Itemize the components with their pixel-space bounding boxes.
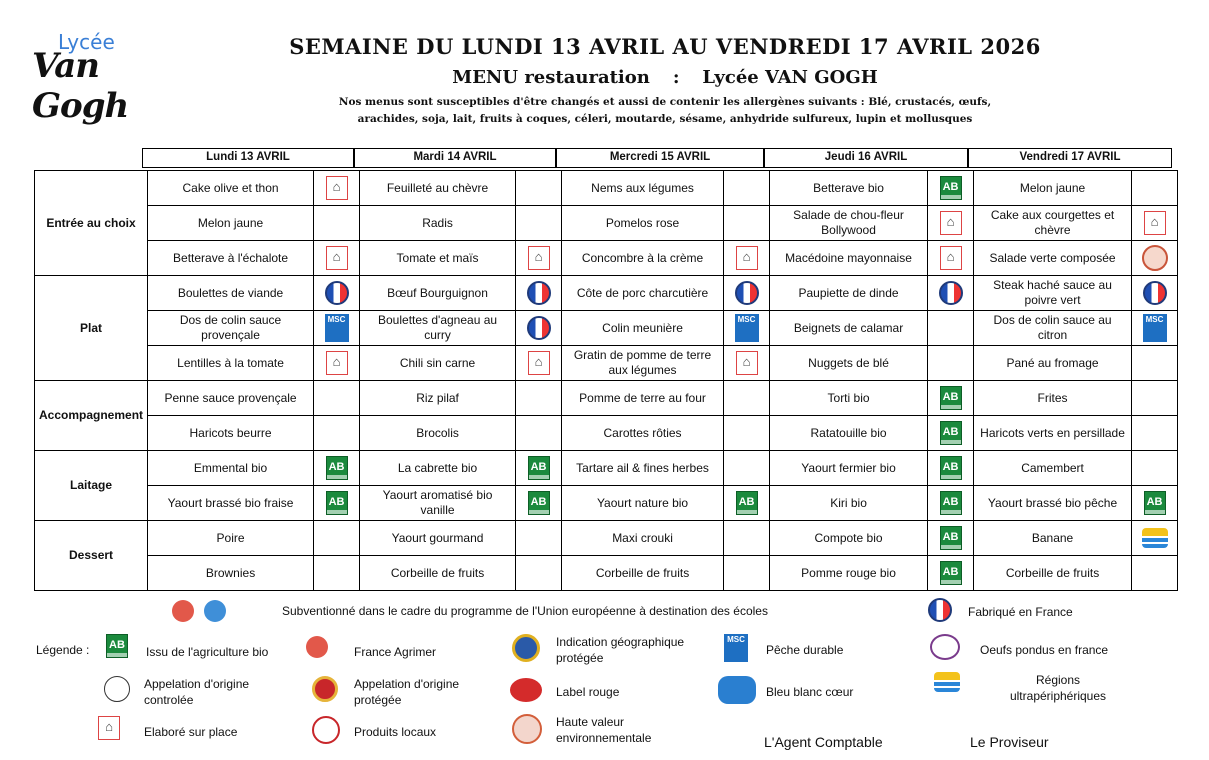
- dish-wednesday: Yaourt nature bio: [562, 486, 724, 521]
- category-plat: Plat: [35, 276, 148, 381]
- dish-monday: Yaourt brassé bio fraise: [148, 486, 314, 521]
- homemade-icon: ⌂: [736, 246, 758, 270]
- ultraperipheral-regions-icon: [934, 672, 960, 692]
- dish-thursday: Torti bio: [770, 381, 928, 416]
- dish-monday: Brownies: [148, 556, 314, 591]
- legend-fabrique-label: Fabriqué en France: [968, 605, 1073, 619]
- dish-thursday: Kiri bio: [770, 486, 928, 521]
- dish-wednesday: Côte de porc charcutière: [562, 276, 724, 311]
- dish-friday: Steak haché sauce au poivre vert: [974, 276, 1132, 311]
- dish-monday: Melon jaune: [148, 206, 314, 241]
- logo-van-gogh-text: Van Gogh: [32, 46, 129, 126]
- label-rouge-icon: [510, 678, 542, 702]
- dish-thursday: Pomme rouge bio: [770, 556, 928, 591]
- dish-wednesday: Gratin de pomme de terre aux légumes: [562, 346, 724, 381]
- menu-row: [35, 241, 1178, 276]
- homemade-icon: ⌂: [940, 246, 962, 270]
- red-label-icon: [1142, 245, 1168, 271]
- dish-thursday: Yaourt fermier bio: [770, 451, 928, 486]
- menu-row: [35, 521, 1178, 556]
- legend-bio: [106, 634, 269, 659]
- label-cell-monday: [314, 206, 360, 241]
- day-header-thursday: Jeudi 16 AVRIL: [764, 148, 968, 168]
- dish-tuesday: Radis: [360, 206, 516, 241]
- dish-wednesday: Colin meunière: [562, 311, 724, 346]
- logo-lycee-text: Lycée: [58, 30, 115, 54]
- label-cell-monday: [314, 276, 360, 311]
- label-cell-wednesday: [724, 416, 770, 451]
- dish-thursday: Paupiette de dinde: [770, 276, 928, 311]
- menu-subtitle: [200, 67, 1130, 88]
- label-cell-thursday: [928, 521, 974, 556]
- dish-friday: Frites: [974, 381, 1132, 416]
- dish-monday: Cake olive et thon: [148, 171, 314, 206]
- local-products-icon: [312, 716, 340, 744]
- menu-table: [34, 170, 1178, 591]
- label-cell-thursday: [928, 486, 974, 521]
- dish-friday: Dos de colin sauce au citron: [974, 311, 1132, 346]
- dish-friday: Banane: [974, 521, 1132, 556]
- label-cell-friday: [1132, 276, 1178, 311]
- label-cell-tuesday: [516, 241, 562, 276]
- menu-row: [35, 486, 1178, 521]
- label-cell-tuesday: [516, 276, 562, 311]
- label-cell-friday: [1132, 206, 1178, 241]
- subtitle-left: MENU restauration: [452, 67, 650, 88]
- dish-monday: Haricots beurre: [148, 416, 314, 451]
- day-header-monday: Lundi 13 AVRIL: [142, 148, 354, 168]
- french-flag-icon: [527, 316, 551, 340]
- legend-label-rouge: [510, 678, 620, 702]
- label-cell-thursday: [928, 311, 974, 346]
- label-cell-friday: [1132, 486, 1178, 521]
- ab-bio-icon: AB: [940, 526, 962, 550]
- signature-agent-comptable: L'Agent Comptable: [764, 734, 883, 750]
- label-cell-tuesday: [516, 381, 562, 416]
- label-cell-thursday: [928, 381, 974, 416]
- french-flag-icon: [735, 281, 759, 305]
- label-cell-monday: [314, 486, 360, 521]
- ab-bio-icon: AB: [528, 491, 550, 515]
- label-cell-tuesday: [516, 416, 562, 451]
- legend-igp: [512, 634, 685, 665]
- label-cell-friday: [1132, 451, 1178, 486]
- legend-aoc-label: Appelation d'origine controlée: [144, 677, 250, 707]
- bleu-blanc-coeur-icon: [718, 676, 756, 704]
- dish-tuesday: Feuilleté au chèvre: [360, 171, 516, 206]
- french-flag-icon: [939, 281, 963, 305]
- menu-row: [35, 556, 1178, 591]
- homemade-icon: ⌂: [528, 246, 550, 270]
- dish-wednesday: Concombre à la crème: [562, 241, 724, 276]
- dish-monday: Dos de colin sauce provençale: [148, 311, 314, 346]
- msc-fish-icon: MSC: [735, 314, 759, 342]
- label-cell-friday: [1132, 381, 1178, 416]
- dish-wednesday: Corbeille de fruits: [562, 556, 724, 591]
- legend-locaux-label: Produits locaux: [354, 725, 437, 739]
- label-cell-monday: [314, 556, 360, 591]
- aoc-icon: [104, 676, 130, 702]
- label-cell-wednesday: [724, 346, 770, 381]
- ultraperipheral-regions-icon: [1142, 528, 1168, 548]
- dish-wednesday: Carottes rôties: [562, 416, 724, 451]
- dish-friday: Corbeille de fruits: [974, 556, 1132, 591]
- legend-bbc: [718, 676, 854, 704]
- french-flag-icon: [325, 281, 349, 305]
- igp-seal-icon: [512, 634, 540, 662]
- category-accompagnement: Accompagnement: [35, 381, 148, 451]
- label-cell-friday: [1132, 346, 1178, 381]
- msc-fish-icon: MSC: [1143, 314, 1167, 342]
- dish-thursday: Compote bio: [770, 521, 928, 556]
- label-cell-tuesday: [516, 521, 562, 556]
- dish-friday: Haricots verts en persillade: [974, 416, 1132, 451]
- homemade-icon: ⌂: [326, 246, 348, 270]
- label-cell-monday: [314, 521, 360, 556]
- dish-friday: Camembert: [974, 451, 1132, 486]
- label-cell-wednesday: [724, 311, 770, 346]
- dish-tuesday: Tomate et maïs: [360, 241, 516, 276]
- label-cell-friday: [1132, 241, 1178, 276]
- france-agrimer-icon: [306, 636, 328, 658]
- label-cell-thursday: [928, 241, 974, 276]
- label-cell-monday: [314, 171, 360, 206]
- label-cell-wednesday: [724, 276, 770, 311]
- label-cell-monday: [314, 416, 360, 451]
- legend-igp-label: Indication géographique protégée: [556, 635, 685, 665]
- day-header-wednesday: Mercredi 15 AVRIL: [556, 148, 764, 168]
- legend-aoc: [104, 676, 250, 707]
- day-header-friday: Vendredi 17 AVRIL: [968, 148, 1172, 168]
- legend-aop-label: Appelation d'origine protégée: [354, 677, 460, 707]
- label-cell-wednesday: [724, 556, 770, 591]
- legend-label-rouge-label: Label rouge: [556, 685, 620, 699]
- dish-thursday: Nuggets de blé: [770, 346, 928, 381]
- dish-tuesday: Chili sin carne: [360, 346, 516, 381]
- msc-fish-icon: MSC: [325, 314, 349, 342]
- dish-thursday: Macédoine mayonnaise: [770, 241, 928, 276]
- legend-oeufs-label: Oeufs pondus en france: [980, 643, 1109, 657]
- dish-tuesday: Brocolis: [360, 416, 516, 451]
- dish-thursday: Betterave bio: [770, 171, 928, 206]
- subtitle-separator: :: [672, 67, 680, 88]
- legend-peche: [724, 634, 844, 662]
- label-cell-tuesday: [516, 311, 562, 346]
- dish-thursday: Beignets de calamar: [770, 311, 928, 346]
- label-cell-tuesday: [516, 451, 562, 486]
- label-cell-friday: [1132, 171, 1178, 206]
- label-cell-wednesday: [724, 451, 770, 486]
- ab-bio-icon: AB: [326, 456, 348, 480]
- allergen-note-line-2: arachides, soja, lait, fruits à coques, céleri, moutarde, sésame, anhydride sulfureux, lupin et mollusques: [357, 113, 973, 125]
- day-header-tuesday: Mardi 14 AVRIL: [354, 148, 556, 168]
- label-cell-monday: [314, 451, 360, 486]
- subsidy-text: Subventionné dans le cadre du programme de l'Union européenne à destination des écoles: [282, 604, 768, 618]
- dish-wednesday: Maxi crouki: [562, 521, 724, 556]
- homemade-icon: ⌂: [736, 351, 758, 375]
- label-cell-thursday: [928, 451, 974, 486]
- menu-row: [35, 381, 1178, 416]
- legend-agrimer: [306, 636, 437, 659]
- ab-bio-icon: AB: [528, 456, 550, 480]
- menu-row: [35, 276, 1178, 311]
- label-cell-wednesday: [724, 381, 770, 416]
- category-laitage: Laitage: [35, 451, 148, 521]
- label-cell-wednesday: [724, 486, 770, 521]
- label-cell-monday: [314, 311, 360, 346]
- dish-monday: Boulettes de viande: [148, 276, 314, 311]
- dish-thursday: Ratatouille bio: [770, 416, 928, 451]
- dish-wednesday: Tartare ail & fines herbes: [562, 451, 724, 486]
- label-cell-tuesday: [516, 486, 562, 521]
- french-flag-icon: [1143, 281, 1167, 305]
- ab-bio-icon: AB: [736, 491, 758, 515]
- french-flag-icon: [527, 281, 551, 305]
- menu-row: [35, 171, 1178, 206]
- dish-tuesday: Riz pilaf: [360, 381, 516, 416]
- ab-bio-icon: AB: [106, 634, 128, 658]
- label-cell-friday: [1132, 416, 1178, 451]
- dish-friday: Salade verte composée: [974, 241, 1132, 276]
- france-agrimer-icon: [172, 600, 194, 622]
- hve-icon: [512, 714, 542, 744]
- ab-bio-icon: AB: [940, 421, 962, 445]
- legend-sur-place-label: Elaboré sur place: [144, 725, 238, 739]
- dish-tuesday: Boulettes d'agneau au curry: [360, 311, 516, 346]
- menu-row: [35, 416, 1178, 451]
- menu-row: [35, 311, 1178, 346]
- label-cell-friday: [1132, 521, 1178, 556]
- eggs-france-icon: [930, 634, 960, 660]
- label-cell-thursday: [928, 171, 974, 206]
- dish-tuesday: Corbeille de fruits: [360, 556, 516, 591]
- label-cell-friday: [1132, 311, 1178, 346]
- dish-friday: Cake aux courgettes et chèvre: [974, 206, 1132, 241]
- legend-aop: [312, 676, 460, 707]
- homemade-icon: ⌂: [326, 351, 348, 375]
- ab-bio-icon: AB: [940, 561, 962, 585]
- ab-bio-icon: AB: [1144, 491, 1166, 515]
- ab-bio-icon: AB: [940, 456, 962, 480]
- allergen-note: [200, 94, 1130, 128]
- menu-row: [35, 346, 1178, 381]
- ab-bio-icon: AB: [940, 386, 962, 410]
- homemade-icon: ⌂: [528, 351, 550, 375]
- label-cell-tuesday: [516, 206, 562, 241]
- dish-wednesday: Pomme de terre au four: [562, 381, 724, 416]
- signature-proviseur: Le Proviseur: [970, 734, 1049, 750]
- legend-sur-place: [98, 716, 238, 740]
- dish-wednesday: Pomelos rose: [562, 206, 724, 241]
- legend-bbc-label: Bleu blanc cœur: [766, 685, 854, 699]
- homemade-icon: ⌂: [1144, 211, 1166, 235]
- aop-seal-icon: [312, 676, 338, 702]
- dish-friday: Melon jaune: [974, 171, 1132, 206]
- ab-bio-icon: AB: [940, 176, 962, 200]
- legend-agrimer-label: France Agrimer: [354, 645, 437, 659]
- dish-tuesday: La cabrette bio: [360, 451, 516, 486]
- menu-row: [35, 451, 1178, 486]
- dish-friday: Pané au fromage: [974, 346, 1132, 381]
- week-title: SEMAINE DU LUNDI 13 AVRIL AU VENDREDI 17 AVRIL 2026: [289, 34, 1041, 59]
- label-cell-thursday: [928, 346, 974, 381]
- menu-header: [200, 34, 1130, 128]
- label-cell-tuesday: [516, 171, 562, 206]
- allergen-note-line-1: Nos menus sont susceptibles d'être changés et aussi de contenir les allergènes suivants : Blé, crustacés, œufs,: [338, 96, 992, 108]
- subsidy-icons: [172, 600, 226, 622]
- legend-locaux: [312, 716, 437, 744]
- dish-wednesday: Nems aux légumes: [562, 171, 724, 206]
- legend-title: Légende :: [36, 643, 90, 657]
- msc-fish-icon: MSC: [724, 634, 748, 662]
- label-cell-thursday: [928, 276, 974, 311]
- legend-oeufs: [930, 634, 1109, 660]
- menu-row: [35, 206, 1178, 241]
- category-dessert: Dessert: [35, 521, 148, 591]
- dish-friday: Yaourt brassé bio pêche: [974, 486, 1132, 521]
- subtitle-right: Lycée VAN GOGH: [702, 67, 878, 88]
- dish-tuesday: Yaourt aromatisé bio vanille: [360, 486, 516, 521]
- legend-hve-label: Haute valeur environnementale: [556, 715, 652, 745]
- legend-bio-label: Issu de l'agriculture bio: [146, 645, 269, 659]
- label-cell-tuesday: [516, 346, 562, 381]
- homemade-icon: ⌂: [940, 211, 962, 235]
- dish-monday: Penne sauce provençale: [148, 381, 314, 416]
- school-logo: [28, 30, 168, 126]
- eu-school-icon: [204, 600, 226, 622]
- label-cell-thursday: [928, 206, 974, 241]
- dish-monday: Poire: [148, 521, 314, 556]
- dish-tuesday: Bœuf Bourguignon: [360, 276, 516, 311]
- label-cell-wednesday: [724, 241, 770, 276]
- legend-regions-label: Régions ultrapériphériques: [1009, 673, 1107, 703]
- label-cell-wednesday: [724, 521, 770, 556]
- label-cell-thursday: [928, 556, 974, 591]
- legend-regions: [934, 672, 1107, 703]
- label-cell-wednesday: [724, 206, 770, 241]
- homemade-icon: ⌂: [98, 716, 120, 740]
- dish-tuesday: Yaourt gourmand: [360, 521, 516, 556]
- label-cell-monday: [314, 381, 360, 416]
- homemade-icon: ⌂: [326, 176, 348, 200]
- label-cell-wednesday: [724, 171, 770, 206]
- french-flag-icon: [928, 598, 952, 622]
- dish-monday: Emmental bio: [148, 451, 314, 486]
- legend-hve: [512, 714, 652, 745]
- legend-peche-label: Pêche durable: [766, 643, 844, 657]
- label-cell-monday: [314, 346, 360, 381]
- ab-bio-icon: AB: [940, 491, 962, 515]
- label-cell-friday: [1132, 556, 1178, 591]
- dish-monday: Betterave à l'échalote: [148, 241, 314, 276]
- category-entree: Entrée au choix: [35, 171, 148, 276]
- label-cell-thursday: [928, 416, 974, 451]
- label-cell-monday: [314, 241, 360, 276]
- dish-thursday: Salade de chou-fleur Bollywood: [770, 206, 928, 241]
- ab-bio-icon: AB: [326, 491, 348, 515]
- label-cell-tuesday: [516, 556, 562, 591]
- dish-monday: Lentilles à la tomate: [148, 346, 314, 381]
